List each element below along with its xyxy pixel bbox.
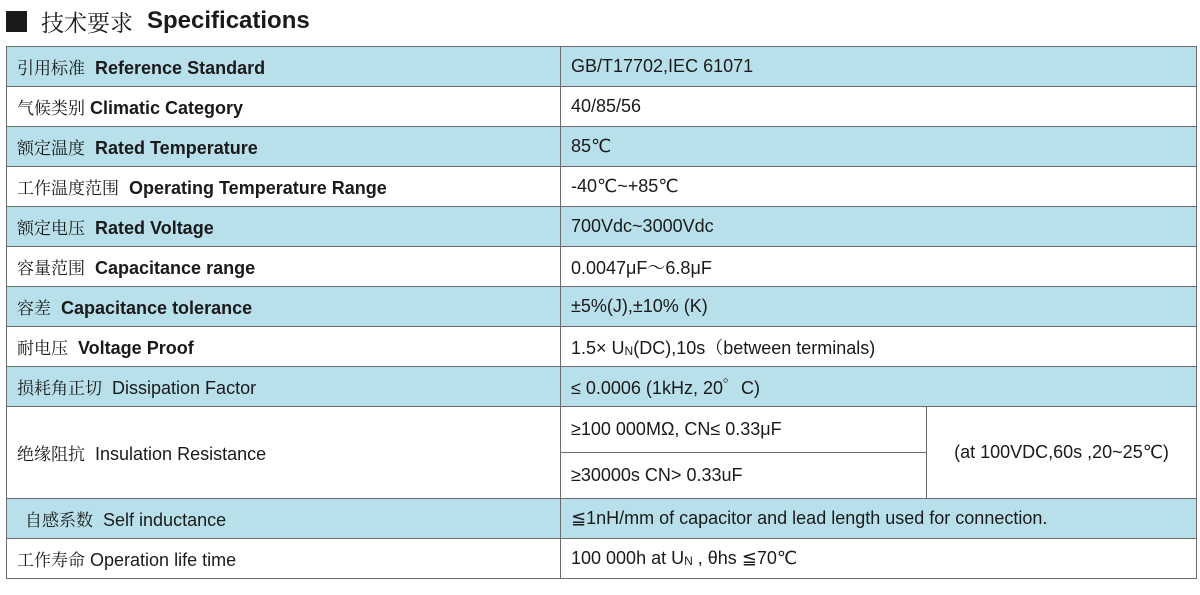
spec-value-cell: 40/85/56 [561, 87, 1197, 127]
square-bullet-icon [6, 11, 27, 32]
spec-name-cell: 工作寿命 Operation life time [7, 539, 561, 579]
spec-name-cell: 额定温度 Rated Temperature [7, 127, 561, 167]
table-row [7, 87, 1197, 127]
spec-name-cell: 自感系数 Self inductance [7, 499, 561, 539]
spec-name-cell: 工作温度范围 Operating Temperature Range [7, 167, 561, 207]
spec-value-cell: $1.5\times U_N(DC),10s(between$ terminals) [561, 327, 1197, 367]
spec-condition-cell: (at 100VDC,60s ,20~25℃) [927, 407, 1197, 499]
spec-name-cell: 耐电压 Voltage Proof [7, 327, 561, 367]
spec-value-cell: 100 000h at $U_N$ , θhs ≦70℃ [561, 539, 1197, 579]
table-row [7, 539, 1197, 579]
table-row [7, 47, 1197, 87]
table-row [7, 407, 1197, 453]
spec-value-cell: 85℃ [561, 127, 1197, 167]
table-row [7, 247, 1197, 287]
spec-value-cell: -40℃~+85℃ [561, 167, 1197, 207]
table-row [7, 127, 1197, 167]
spec-value-cell: ≦1nH/mm of capacitor and lead length used for connection. [561, 499, 1197, 539]
spec-value-cell: ±5%(J),±10% (K) [561, 287, 1197, 327]
spec-name-cell: 气候类别 Climatic Category [7, 87, 561, 127]
spec-value-cell: ≥100 000MΩ, CN≤ 0.33μF [561, 407, 927, 453]
heading-en: Specifications [147, 7, 310, 34]
table-row [7, 207, 1197, 247]
spec-value-cell: ≥30000s CN> 0.33uF [561, 453, 927, 499]
spec-value-cell: 700Vdc~3000Vdc [561, 207, 1197, 247]
table-row [7, 327, 1197, 367]
spec-name-cell: 容量范围 Capacitance range [7, 247, 561, 287]
page-heading [6, 4, 310, 38]
table-row [7, 499, 1197, 539]
spec-value-cell: GB/T17702,IEC 61071 [561, 47, 1197, 87]
spec-name-cell: 容差 Capacitance tolerance [7, 287, 561, 327]
heading-cn: 技术要求 [41, 10, 133, 37]
spec-name-cell: 绝缘阻抗 Insulation Resistance [7, 407, 561, 499]
spec-name-cell: 损耗角正切 Dissipation Factor [7, 367, 561, 407]
table-row [7, 167, 1197, 207]
specifications-table [6, 46, 1197, 579]
spec-name-cell: 额定电压 Rated Voltage [7, 207, 561, 247]
spec-value-cell: 0.0047μF～6.8μF [561, 247, 1197, 287]
table-row [7, 367, 1197, 407]
table-row [7, 287, 1197, 327]
spec-value-cell: ≤ 0.0006 (1kHz, 20゜C) [561, 367, 1197, 407]
spec-name-cell: 引用标准 Reference Standard [7, 47, 561, 87]
